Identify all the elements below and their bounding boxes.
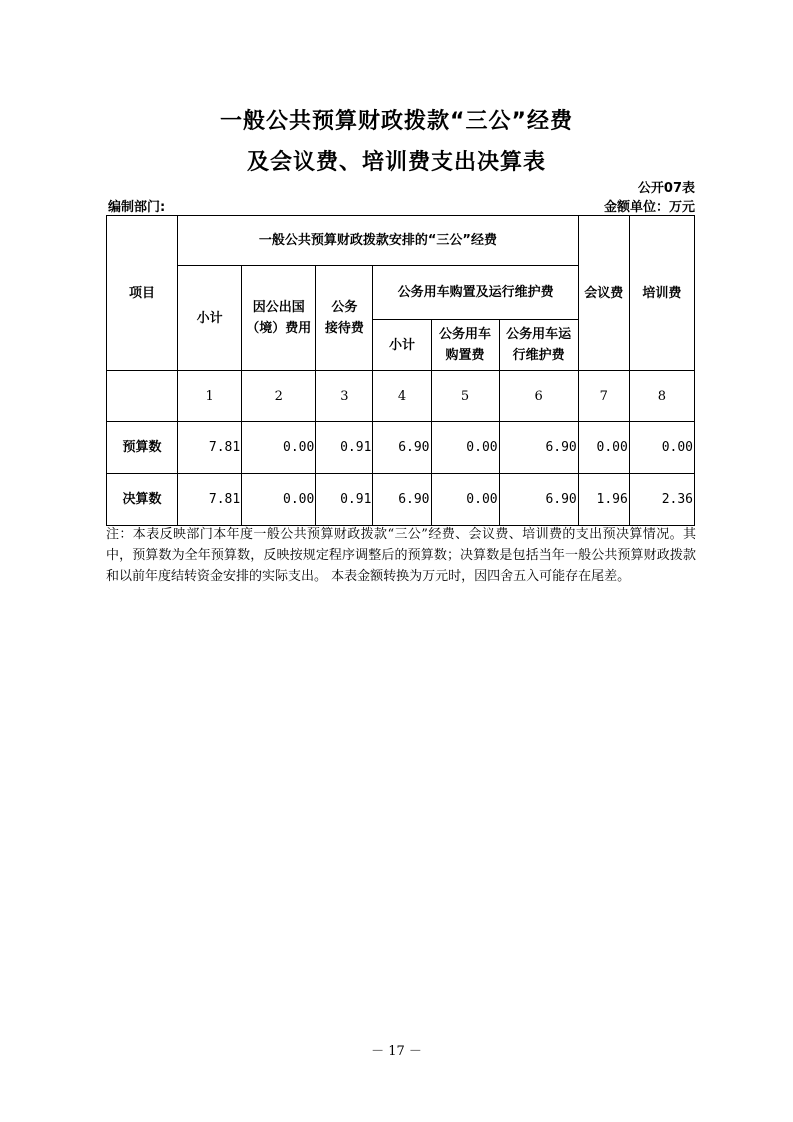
value-cell: 6.90 [373,474,431,526]
value-cell: 0.91 [316,422,373,474]
expenditure-table [106,215,695,526]
row-label-actual: 决算数 [107,474,178,526]
index-cell: 3 [316,371,373,422]
header-reception [316,266,373,371]
page-number: － 17 － [371,1044,422,1059]
value-cell: 2.36 [629,474,694,526]
value-cell: 1.96 [578,474,629,526]
header-abroad-line2: （境）费用 [246,321,312,336]
row-label-budget: 预算数 [107,422,178,474]
table-row-actual [107,474,695,526]
header-vehicle-purchase [431,320,499,371]
value-cell: 7.81 [178,422,242,474]
header-abroad [242,266,316,371]
header-reception-line2: 接待费 [324,321,364,336]
value-cell: 0.91 [316,474,373,526]
index-empty-cell [107,371,178,422]
value-cell: 0.00 [629,422,694,474]
page-title-line2: 及会议费、培训费支出决算表 [246,150,546,175]
table-note: 注：本表反映部门本年度一般公共预算财政拨款“三公”经费、会议费、培训费的支出预决算情况。其中，预算数为全年预算数，反映按规定程序调整后的预算数；决算数是包括当年一般公共预算财政拨款和以前年度结转资金安排的实际支出。 本表金额转换为万元时，因四舍五入可能存在尾差。 [106,527,696,584]
index-cell: 2 [242,371,316,422]
form-number: 公开07表 [637,181,695,196]
table-row-budget [107,422,695,474]
value-cell: 7.81 [178,474,242,526]
index-row [107,371,695,422]
prepared-by-label: 编制部门: [108,200,166,215]
value-cell: 0.00 [578,422,629,474]
header-abroad-line1: 因公出国 [252,300,305,315]
value-cell: 6.90 [499,422,578,474]
header-vehicle-operation-line2: 行维护费 [512,348,565,363]
header-vehicle-operation-line1: 公务用车运 [506,327,572,342]
header-vehicle-group: 公务用车购置及运行维护费 [373,266,578,320]
value-cell: 6.90 [499,474,578,526]
page-title-line1: 一般公共预算财政拨款“三公”经费 [220,109,573,134]
value-cell: 0.00 [431,422,499,474]
header-reception-line1: 公务 [331,300,358,315]
value-cell: 0.00 [242,474,316,526]
header-vehicle-operation [499,320,578,371]
header-training: 培训费 [629,216,694,371]
header-vehicle-purchase-line1: 公务用车 [439,327,492,342]
index-cell: 5 [431,371,499,422]
header-subtotal: 小计 [178,266,242,371]
header-vehicle-subtotal: 小计 [373,320,431,371]
header-meeting: 会议费 [578,216,629,371]
header-item: 项目 [107,216,178,371]
value-cell: 0.00 [431,474,499,526]
index-cell: 6 [499,371,578,422]
table-meta-row [108,196,695,215]
header-vehicle-purchase-line2: 购置费 [445,348,485,363]
header-three-public-group: 一般公共预算财政拨款安排的“三公”经费 [178,216,579,266]
unit-label: 金额单位：万元 [603,200,695,215]
value-cell: 6.90 [373,422,431,474]
index-cell: 7 [578,371,629,422]
index-cell: 8 [629,371,694,422]
index-cell: 1 [178,371,242,422]
index-cell: 4 [373,371,431,422]
value-cell: 0.00 [242,422,316,474]
